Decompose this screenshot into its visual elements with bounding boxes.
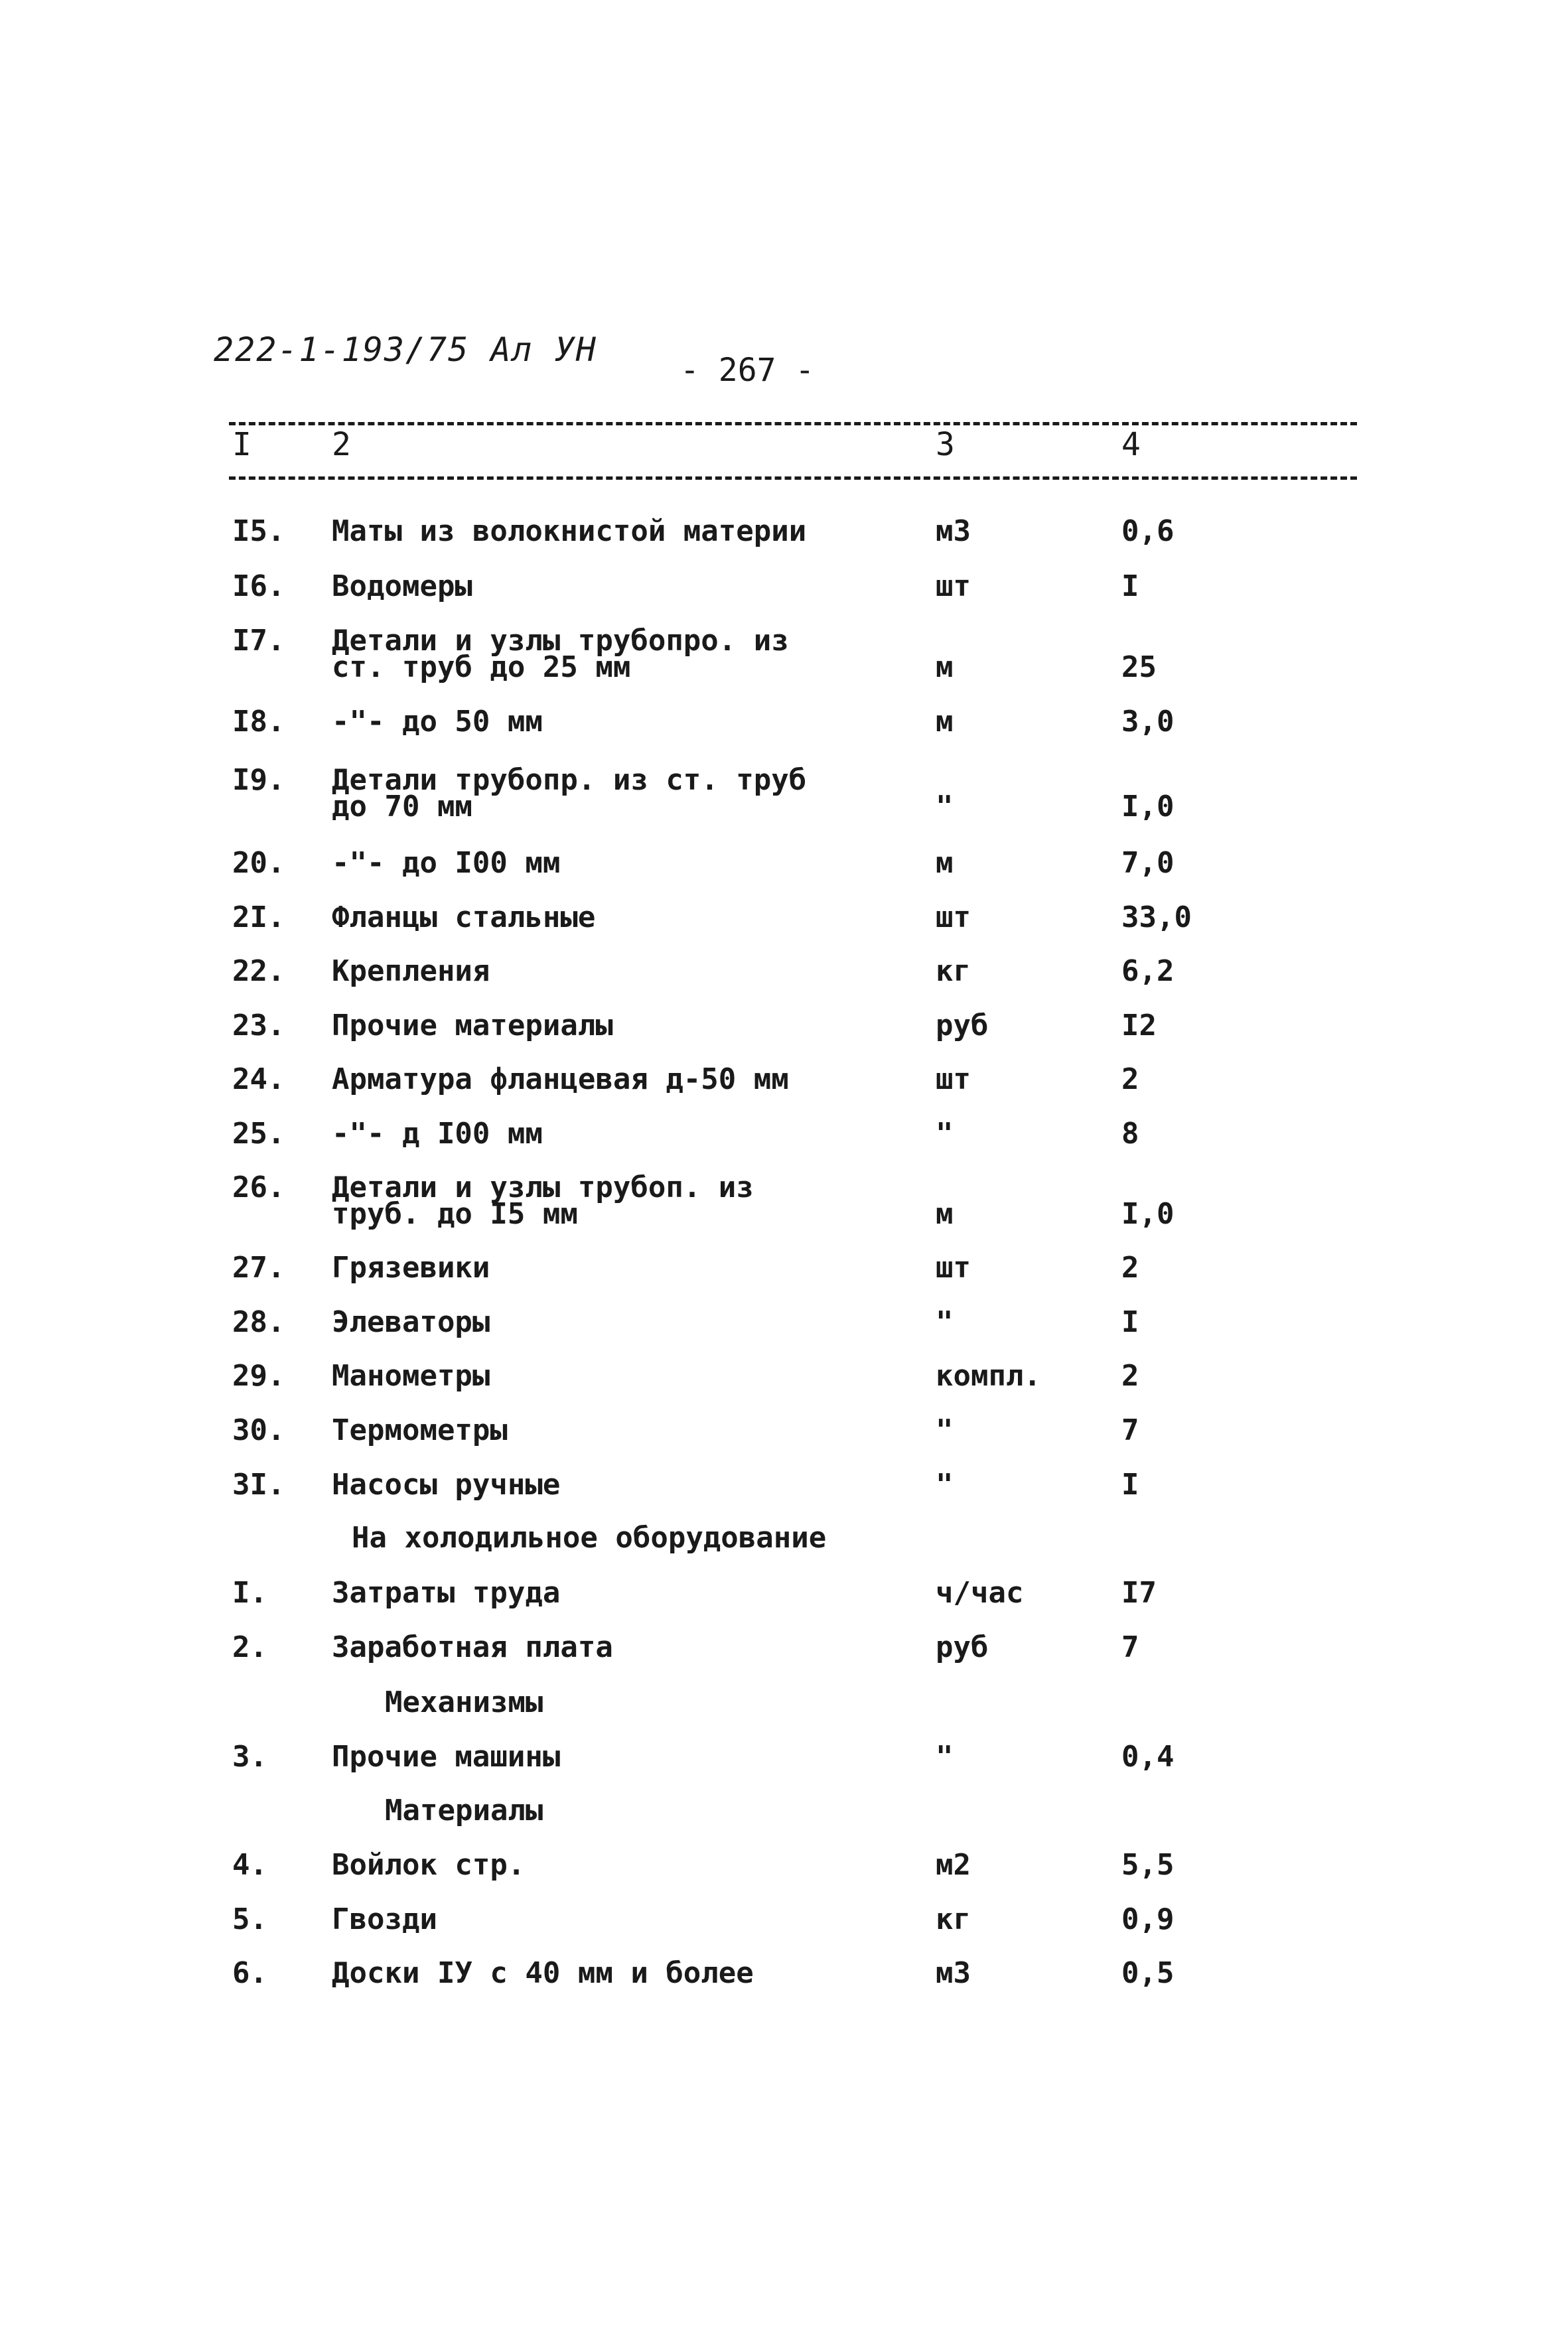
row-name: Грязевики	[332, 1251, 490, 1285]
row-number: 2I.	[232, 900, 285, 934]
row-name: Насосы ручные	[332, 1468, 561, 1502]
row-name: Фланцы стальные	[332, 900, 596, 934]
row-name: Элеваторы	[332, 1305, 490, 1339]
row-number: I9.	[232, 763, 285, 797]
row-unit: "	[936, 1117, 954, 1151]
row-name: Детали и узлы трубоп. из	[332, 1171, 754, 1204]
row-name: Детали трубопр. из ст. труб	[332, 763, 807, 797]
row-quantity: 8	[1121, 1117, 1139, 1151]
row-number: 30.	[232, 1413, 285, 1447]
row-quantity: 2	[1121, 1251, 1139, 1285]
row-number: 25.	[232, 1117, 285, 1151]
column-header-4: 4	[1121, 426, 1141, 463]
row-unit: м	[936, 846, 954, 880]
row-unit: м3	[936, 514, 971, 548]
section-heading-materials: Материалы	[385, 1794, 543, 1827]
row-quantity: 0,9	[1121, 1902, 1175, 1936]
row-name: Арматура фланцевая д-50 мм	[332, 1062, 789, 1096]
row-name: Войлок стр.	[332, 1848, 526, 1882]
row-number: 20.	[232, 846, 285, 880]
row-quantity: I2	[1121, 1009, 1157, 1042]
row-name: -"- д I00 мм	[332, 1117, 543, 1151]
row-quantity: I	[1121, 1305, 1139, 1339]
row-quantity: 2	[1121, 1062, 1139, 1096]
row-name: Термометры	[332, 1413, 508, 1447]
row-unit: "	[936, 1305, 954, 1339]
row-quantity: I7	[1121, 1576, 1157, 1610]
row-name: Затраты труда	[332, 1576, 561, 1610]
row-name-continuation: до 70 мм	[332, 790, 472, 823]
row-unit: руб	[936, 1009, 989, 1042]
row-number: 5.	[232, 1902, 267, 1936]
row-unit: компл.	[936, 1359, 1041, 1393]
document-code: 222-1-193/75 Ал УН	[214, 330, 597, 369]
row-quantity: 0,6	[1121, 514, 1175, 548]
row-quantity: 3,0	[1121, 705, 1175, 739]
row-unit: м2	[936, 1848, 971, 1882]
row-name-continuation: ст. труб до 25 мм	[332, 650, 631, 684]
row-quantity: 33,0	[1121, 900, 1192, 934]
row-number: I.	[232, 1576, 267, 1610]
row-number: 3I.	[232, 1468, 285, 1502]
row-number: 6.	[232, 1956, 267, 1990]
row-name: Доски IУ с 40 мм и более	[332, 1956, 754, 1990]
row-quantity: 7,0	[1121, 846, 1175, 880]
row-unit: шт	[936, 900, 971, 934]
row-name: Детали и узлы трубопро. из	[332, 624, 789, 658]
row-quantity: 0,4	[1121, 1740, 1175, 1774]
row-unit: шт	[936, 1251, 971, 1285]
row-unit: м3	[936, 1956, 971, 1990]
row-number: 2.	[232, 1630, 267, 1664]
row-unit: м	[936, 1197, 954, 1231]
row-unit: ч/час	[936, 1576, 1024, 1610]
row-unit: руб	[936, 1630, 989, 1664]
row-name: Гвозди	[332, 1902, 437, 1936]
section-heading-fridge: На холодильное оборудование	[352, 1521, 827, 1555]
row-unit: "	[936, 1413, 954, 1447]
section-heading-mechanisms: Механизмы	[385, 1685, 543, 1719]
column-header-1: I	[232, 426, 251, 463]
row-quantity: 6,2	[1121, 954, 1175, 988]
row-name-continuation: труб. до I5 мм	[332, 1197, 578, 1231]
row-unit: м	[936, 650, 954, 684]
row-name: Прочие машины	[332, 1740, 561, 1774]
row-quantity: 0,5	[1121, 1956, 1175, 1990]
row-number: 27.	[232, 1251, 285, 1285]
row-number: 26.	[232, 1171, 285, 1204]
row-number: I8.	[232, 705, 285, 739]
row-number: 28.	[232, 1305, 285, 1339]
row-number: I7.	[232, 624, 285, 658]
row-name: Заработная плата	[332, 1630, 613, 1664]
row-number: 23.	[232, 1009, 285, 1042]
row-name: Крепления	[332, 954, 490, 988]
row-number: I5.	[232, 514, 285, 548]
row-unit: шт	[936, 1062, 971, 1096]
page-number: - 267 -	[680, 352, 815, 389]
column-header-2: 2	[332, 426, 351, 463]
row-unit: "	[936, 1740, 954, 1774]
row-quantity: 7	[1121, 1630, 1139, 1664]
row-quantity: 7	[1121, 1413, 1139, 1447]
row-quantity: I,0	[1121, 790, 1175, 823]
row-number: 4.	[232, 1848, 267, 1882]
row-name: -"- до I00 мм	[332, 846, 561, 880]
row-name: Маты из волокнистой материи	[332, 514, 807, 548]
row-unit: м	[936, 705, 954, 739]
row-quantity: 2	[1121, 1359, 1139, 1393]
row-unit: кг	[936, 954, 971, 988]
row-quantity: I,0	[1121, 1197, 1175, 1231]
row-quantity: 25	[1121, 650, 1157, 684]
row-number: 3.	[232, 1740, 267, 1774]
row-name: Водомеры	[332, 569, 472, 603]
row-unit: кг	[936, 1902, 971, 1936]
column-header-3: 3	[936, 426, 955, 463]
row-quantity: I	[1121, 1468, 1139, 1502]
row-unit: "	[936, 1468, 954, 1502]
row-quantity: 5,5	[1121, 1848, 1175, 1882]
row-number: 22.	[232, 954, 285, 988]
row-quantity: I	[1121, 569, 1139, 603]
row-number: 29.	[232, 1359, 285, 1393]
row-name: Манометры	[332, 1359, 490, 1393]
row-unit: "	[936, 790, 954, 823]
row-number: 24.	[232, 1062, 285, 1096]
row-name: -"- до 50 мм	[332, 705, 543, 739]
row-name: Прочие материалы	[332, 1009, 613, 1042]
row-number: I6.	[232, 569, 285, 603]
row-unit: шт	[936, 569, 971, 603]
